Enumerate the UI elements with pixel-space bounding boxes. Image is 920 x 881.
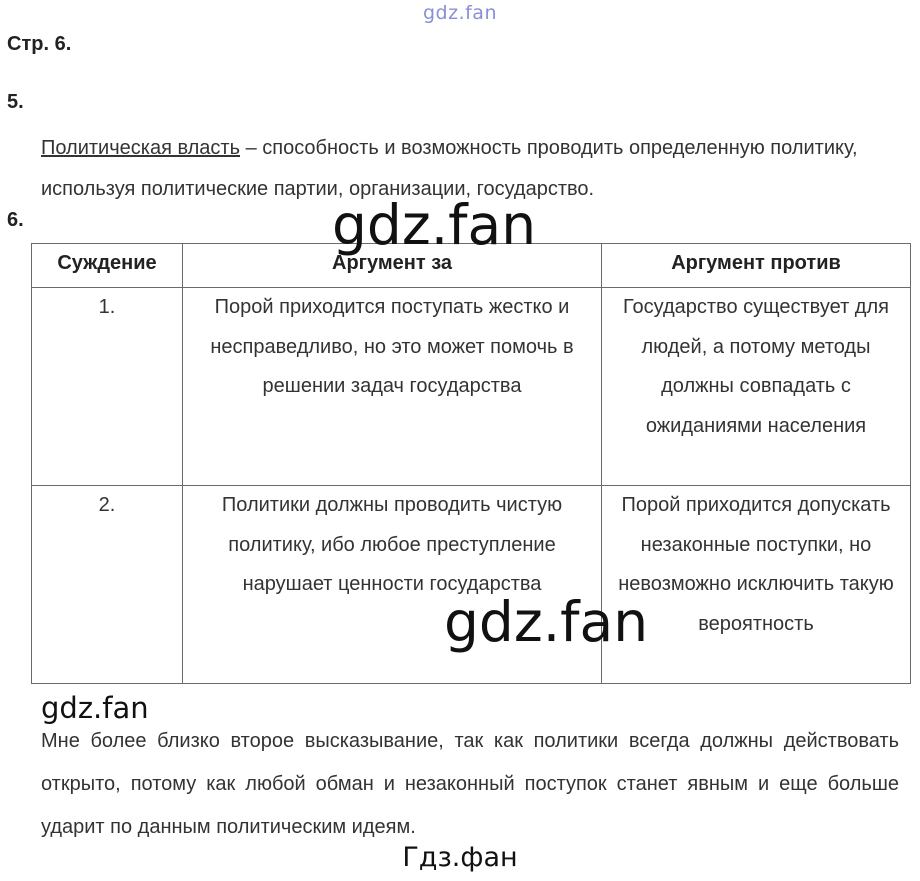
argument-against-cell: Государство существует для людей, а потому методы должны совпадать с ожиданиями населения xyxy=(602,288,911,486)
watermark-left: gdz.fan xyxy=(41,691,149,725)
judgment-cell: 2. xyxy=(32,486,183,684)
conclusion-paragraph: Мне более близко второе высказывание, так как политики всегда должны действовать открыто, потому как любой обман и незаконный поступок станет явным и еще больше ударит по данным политическим идеям. xyxy=(41,730,899,838)
task-5-number: 5. xyxy=(7,91,24,113)
table-row xyxy=(32,288,911,486)
page-reference: Стр. 6. xyxy=(7,33,72,55)
definition-text: – способность и возможность проводить определенную политику, используя политические партии, организации, государство. xyxy=(41,137,858,200)
watermark-footer: Гдз.фан xyxy=(402,842,518,873)
argument-against-cell: Порой приходится допускать незаконные поступки, но невозможно исключить такую вероятность xyxy=(602,486,911,684)
watermark-large-2: gdz.fan xyxy=(444,590,649,654)
argument-for-cell: Политики должны проводить чистую политику, ибо любое преступление нарушает ценности государства xyxy=(183,486,602,684)
header-argument-against: Аргумент против xyxy=(602,244,911,288)
judgment-cell: 1. xyxy=(32,288,183,486)
argument-for-cell: Порой приходится поступать жестко и несправедливо, но это может помочь в решении задач государства xyxy=(183,288,602,486)
header-argument-for: Аргумент за xyxy=(183,244,602,288)
term-political-power: Политическая власть xyxy=(41,137,241,159)
header-judgment: Суждение xyxy=(32,244,183,288)
watermark-top: gdz.fan xyxy=(422,2,497,24)
watermark-large-1: gdz.fan xyxy=(332,193,537,257)
task-6-number: 6. xyxy=(7,209,24,231)
